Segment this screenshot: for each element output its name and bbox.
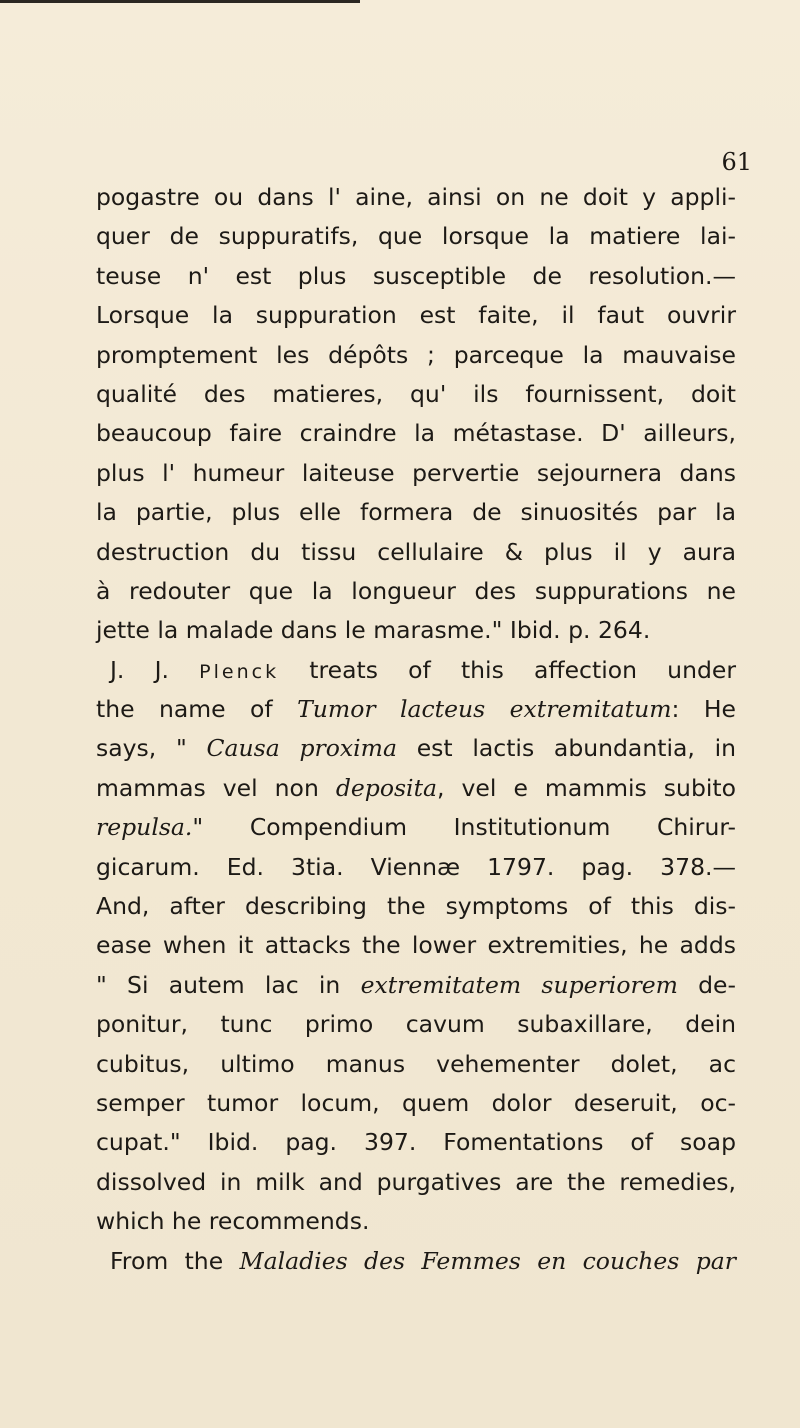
text-line bbox=[96, 926, 736, 965]
text-run: " Si autem lac in bbox=[96, 970, 361, 999]
text-run: dissolved in milk and purgatives are the remedies, bbox=[96, 1167, 736, 1196]
text-run: destruction du tissu cellulaire & plus il y aura bbox=[96, 537, 736, 566]
text-run: qualité des matieres, qu' ils fournissent, doit bbox=[96, 379, 736, 408]
text-run: : He bbox=[671, 695, 736, 724]
text-run: the name of bbox=[96, 695, 298, 724]
author-name: Plenck bbox=[199, 660, 280, 683]
text-run: treats of this affection under bbox=[279, 655, 736, 684]
text-run: J. J. bbox=[110, 655, 200, 684]
text-run: plus l' humeur laiteuse pervertie sejournera dans bbox=[96, 458, 736, 487]
text-line bbox=[96, 336, 736, 375]
text-line bbox=[96, 1045, 736, 1084]
text-run: beaucoup faire craindre la métastase. D' ailleurs, bbox=[96, 419, 736, 448]
text-line bbox=[96, 769, 736, 808]
text-run: promptement les dépôts ; parceque la mauvaise bbox=[96, 340, 736, 369]
text-line bbox=[96, 1163, 736, 1202]
top-edge-rule bbox=[0, 0, 360, 3]
text-line bbox=[96, 1005, 736, 1044]
text-run: semper tumor locum, quem dolor deseruit, oc- bbox=[96, 1088, 736, 1117]
text-line bbox=[96, 651, 736, 690]
text-run: says, " bbox=[96, 734, 207, 763]
text-run: , vel e mammis subito bbox=[437, 773, 736, 802]
text-line bbox=[96, 217, 736, 256]
text-line bbox=[96, 1123, 736, 1162]
text-line bbox=[96, 729, 736, 768]
italic-text: Causa proxima bbox=[206, 734, 397, 763]
text-line bbox=[96, 533, 736, 572]
text-line bbox=[96, 966, 736, 1005]
text-line bbox=[96, 454, 736, 493]
text-run: de- bbox=[677, 970, 736, 999]
text-line bbox=[96, 1084, 736, 1123]
text-run: quer de suppuratifs, que lorsque la matiere lai- bbox=[96, 222, 736, 251]
text-line bbox=[96, 572, 736, 611]
text-run: teuse n' est plus susceptible de resolution.— bbox=[96, 261, 736, 290]
text-run: cubitus, ultimo manus vehementer dolet, ac bbox=[96, 1049, 736, 1078]
text-run: Lorsque la suppuration est faite, il faut ouvrir bbox=[96, 301, 736, 330]
text-run: à redouter que la longueur des suppurations ne bbox=[96, 576, 736, 605]
text-run: pogastre ou dans l' aine, ainsi on ne doit y appli- bbox=[96, 183, 736, 211]
body-text bbox=[96, 178, 736, 1281]
text-line bbox=[96, 887, 736, 926]
text-line bbox=[96, 1202, 736, 1241]
text-line bbox=[96, 611, 736, 650]
text-run: ease when it attacks the lower extremities, he adds bbox=[96, 931, 736, 960]
page-number: 61 bbox=[721, 148, 752, 176]
text-run: ponitur, tunc primo cavum subaxillare, dein bbox=[96, 1010, 736, 1039]
text-run: From the bbox=[110, 1246, 240, 1275]
italic-text: repulsa. bbox=[96, 813, 193, 842]
text-line bbox=[96, 178, 736, 217]
text-line bbox=[96, 375, 736, 414]
italic-text: Tumor lacteus extremitatum bbox=[297, 695, 672, 724]
text-line bbox=[96, 690, 736, 729]
text-run: jette la malade dans le marasme." Ibid. p. 264. bbox=[96, 616, 651, 645]
text-line bbox=[96, 414, 736, 453]
text-line bbox=[96, 493, 736, 532]
text-line bbox=[96, 1242, 736, 1281]
text-line bbox=[96, 296, 736, 335]
text-run: est lactis abundantia, in bbox=[396, 734, 736, 763]
text-run: which he recommends. bbox=[96, 1207, 370, 1236]
text-run: And, after describing the symptoms of this dis- bbox=[96, 892, 736, 921]
text-line bbox=[96, 808, 736, 847]
italic-text: deposita bbox=[335, 773, 438, 802]
text-run: gicarum. Ed. 3tia. Viennæ 1797. pag. 378.— bbox=[96, 852, 736, 881]
text-line bbox=[96, 257, 736, 296]
text-run: " Compendium Institutionum Chirur- bbox=[192, 813, 736, 842]
text-line bbox=[96, 848, 736, 887]
text-run: la partie, plus elle formera de sinuosités par la bbox=[96, 498, 736, 527]
italic-text: Maladies des Femmes en couches par bbox=[239, 1246, 736, 1275]
italic-text: extremitatem superiorem bbox=[360, 970, 678, 999]
text-run: mammas vel non bbox=[96, 773, 336, 802]
text-run: cupat." Ibid. pag. 397. Fomentations of soap bbox=[96, 1128, 736, 1157]
